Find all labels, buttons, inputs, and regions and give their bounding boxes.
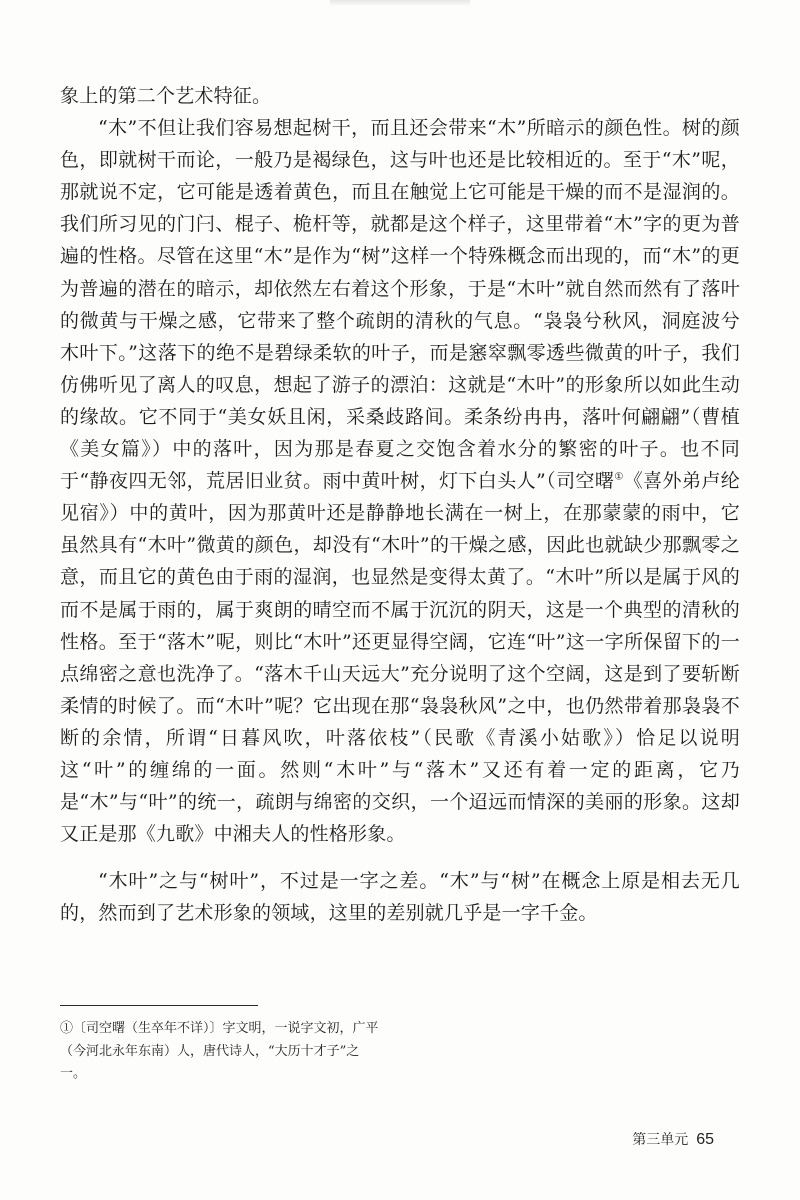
page-top-shadow <box>330 0 470 6</box>
footnote-reference-marker[interactable]: ① <box>614 471 624 483</box>
unit-label: 第三单元 <box>632 1132 689 1148</box>
paragraph-conclusion <box>60 865 740 929</box>
paragraph-mu-ye-analysis <box>60 112 740 850</box>
page-footer <box>632 1129 714 1149</box>
footnote <box>60 1018 380 1086</box>
paragraph-1-text: 象上的第二个艺术特征。 <box>60 85 272 107</box>
paragraph-continuation <box>60 80 740 112</box>
footnote-text: 〔司空曙（生卒年不详）〕字文明，一说字文初，广平（今河北永年东南）人，唐代诗人，“大历十才子”之一。 <box>60 1021 379 1082</box>
paragraph-2-text-before-note: “木”不但让我们容易想起树干，而且还会带来“木”所暗示的颜色性。树的颜色，即就树干而论，一般乃是褐绿色，这与叶也还是比较相近的。至于“木”呢，那就说不定，它可能是透着黄色，而且在触觉上它可能是干燥的而不是湿润的。我们所习见的门闩、棍子、桅杆等，就都是这个样子，这里带着“木”字的更为普遍的性格。尽管在这里“木”是作为“树”这样一个特殊概念而出现的，而“木”的更为普遍的潜在的暗示，却依然左右着这个形象，于是“木叶”就自然而然有了落叶的微黄与干燥之感，它带来了整个疏朗的清秋的气息。“袅袅兮秋风，洞庭波兮木叶下。”这落下的绝不是碧绿柔软的叶子，而是窸窣飘零透些微黄的叶子，我们仿佛听见了离人的叹息，想起了游子的漂泊：这就是“木叶”的形象所以如此生动的缘故。它不同于“美女妖且闲，采桑歧路间。柔条纷冉冉，落叶何翩翩”（曹植《美女篇》）中的落叶，因为那是春夏之交饱含着水分的繁密的叶子。也不同于“静夜四无邻，荒居旧业贫。雨中黄叶树，灯下白头人”（司空曙 <box>60 117 740 493</box>
page-number: 65 <box>696 1131 714 1148</box>
footnote-divider <box>60 1005 258 1006</box>
page-body <box>60 80 740 929</box>
paragraph-2-text-after-note: 《喜外弟卢纶见宿》）中的黄叶，因为那黄叶还是静静地长满在一树上，在那蒙蒙的雨中，它虽然具有“木叶”微黄的颜色，却没有“木叶”的干燥之感，因此也就缺少那飘零之意，而且它的黄色由于雨的湿润，也显然是变得太黄了。“木叶”所以是属于风的而不是属于雨的，属于爽朗的晴空而不属于沉沉的阴天，这是一个典型的清秋的性格。至于“落木”呢，则比“木叶”还更显得空阔，它连“叶”这一字所保留下的一点绵密之意也洗净了。“落木千山天远大”充分说明了这个空阔，这是到了要斩断柔情的时候了。而“木叶”呢？它出现在那“袅袅秋风”之中，也仍然带着那袅袅不断的余情，所谓“日暮风吹，叶落依枝”（民歌《青溪小姑歌》）恰足以说明这“叶”的缠绵的一面。然则“木叶”与“落木”又还有着一定的距离，它乃是“木”与“叶”的统一，疏朗与绵密的交织，一个迢远而情深的美丽的形象。这却又正是那《九歌》中湘夫人的性格形象。 <box>60 470 741 846</box>
paragraph-3-text: “木叶”之与“树叶”，不过是一字之差。“木”与“树”在概念上原是相去无几的，然而到了艺术形象的领域，这里的差别就几乎是一字千金。 <box>60 870 740 925</box>
footnote-marker: ① <box>60 1021 74 1036</box>
